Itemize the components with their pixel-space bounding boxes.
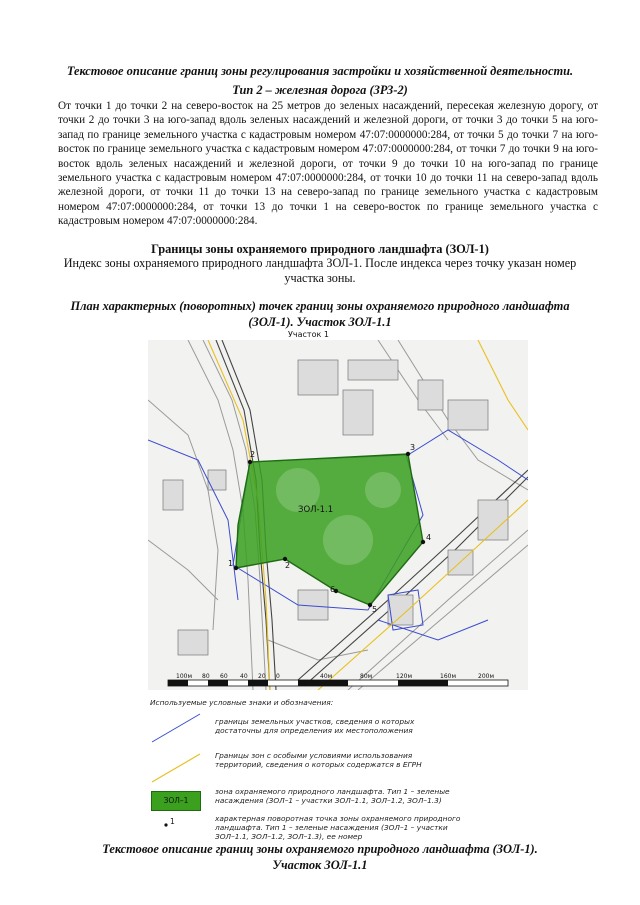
scale-label: 60 <box>220 673 228 680</box>
point-symbol <box>164 823 167 826</box>
point-label: 5 <box>372 605 378 614</box>
swatch-label: ЗОЛ–1 <box>163 796 189 805</box>
point-label: 6 <box>330 585 336 594</box>
point-label: 2 <box>250 450 256 459</box>
scale-label: 80 <box>202 673 210 680</box>
zone-line-symbol <box>152 754 200 782</box>
legend-text-line: достаточны для определения их местоположения <box>215 726 413 735</box>
scale-label: 0 <box>276 673 280 680</box>
legend-text-line: ЗОЛ–1.1, ЗОЛ–1.2, ЗОЛ–1.3), ее номер <box>215 832 363 841</box>
section1-subtitle: Тип 2 – железная дорога (ЗРЗ-2) <box>232 83 408 97</box>
point-label: 3 <box>410 443 416 452</box>
scale-label: 200м <box>478 673 494 680</box>
turning-point <box>234 566 238 570</box>
legend-item-zones <box>215 751 475 769</box>
legend-item-point <box>215 814 475 841</box>
scale-label: 20 <box>258 673 266 680</box>
legend-text-line: характерная поворотная точка зоны охраняемого природного <box>215 814 461 823</box>
legend-item-parcels <box>215 717 475 735</box>
section3-title-line2: Участок ЗОЛ-1.1 <box>272 858 368 872</box>
section1-title: Текстовое описание границ зоны регулирования застройки и хозяйственной деятельности. <box>66 64 574 78</box>
legend-text-line: Границы зон с особыми условиями использования <box>215 751 413 760</box>
scale-label: 40 <box>240 673 248 680</box>
legend-text-line: насаждения (ЗОЛ–1 – участки ЗОЛ–1.1, ЗОЛ–1.2, ЗОЛ–1.3) <box>215 796 442 805</box>
legend-text-line: границы земельных участков, сведения о которых <box>215 717 415 726</box>
point-label: 1 <box>228 559 234 568</box>
section2-line1: Индекс зоны охраняемого природного ландшафта ЗОЛ-1. После индекса через точку указан номер <box>63 256 577 270</box>
map-figure <box>148 340 528 690</box>
turning-point <box>248 460 252 464</box>
scale-label: 40м <box>320 673 333 680</box>
point-symbol-label: 1 <box>170 817 175 826</box>
turning-point <box>406 452 410 456</box>
section2-title: Границы зоны охраняемого природного ландшафта (ЗОЛ-1) <box>151 242 489 256</box>
zone-label: ЗОЛ-1.1 <box>298 505 334 515</box>
section1-body: От точки 1 до точки 2 на северо-восток на 25 метров до зеленых насаждений, пересекая железную дорогу, от точки 2 до точки 3 на юго-запад вдоль зеленых насаждений и железной дороги, от точки 3 до точки 5 на юго-запад по границе земельного участка с кадастровым номером 47:07:0000000:284, от точки 5 до точки 7 на юго-восток по границе земельного участка с кадастровым номером 47:07:0000000:284, от точки 7 до точки 9 на юго-восток вдоль зеленых насаждений и железной дороги, от точки 9 до точки 10 на юго-запад по границе земельного участка с кадастровым номером 47:07:0000000:284, от точки 10 до точки 11 на северо-запад вдоль железной дороги, от точки 11 до точки 13 на северо-запад по границе земельного участка с кадастровым номером 47:07:0000000:284, от точки 13 до точки 1 на северо-восток по границе земельного участка с кадастровым номером 47:07:0000000:284. <box>58 100 598 228</box>
legend-heading: Используемые условные знаки и обозначения: <box>150 698 334 707</box>
scale-label: 120м <box>396 673 412 680</box>
plan-title-line1: План характерных (поворотных) точек границ зоны охраняемого природного ландшафта <box>70 299 570 313</box>
point-label: 4 <box>426 533 432 542</box>
legend-text-line: ландшафта. Тип 1 – зеленые насаждения (ЗОЛ–1 – участки <box>215 823 448 832</box>
scale-label: 160м <box>440 673 456 680</box>
point-label: 2 <box>285 561 291 570</box>
map-caption: Участок 1 <box>288 330 329 339</box>
legend-symbols <box>150 712 206 832</box>
turning-point <box>421 540 425 544</box>
scale-label: 80м <box>360 673 373 680</box>
parcel-line-symbol <box>152 714 200 742</box>
scale-label: 100м <box>176 673 192 680</box>
legend-text-line: зона охраняемого природного ландшафта. Тип 1 – зеленые <box>215 787 450 796</box>
scale-bar <box>168 680 508 686</box>
legend-text-line: территорий, сведения о которых содержатся в ЕГРН <box>215 760 422 769</box>
section2-line2: участка зоны. <box>284 271 356 285</box>
plan-title-line2: (ЗОЛ-1). Участок ЗОЛ-1.1 <box>248 315 392 329</box>
legend-item-zol <box>215 787 475 805</box>
section3-title-line1: Текстовое описание границ зоны охраняемого природного ландшафта (ЗОЛ-1). <box>102 842 538 856</box>
zol-swatch <box>151 791 201 811</box>
